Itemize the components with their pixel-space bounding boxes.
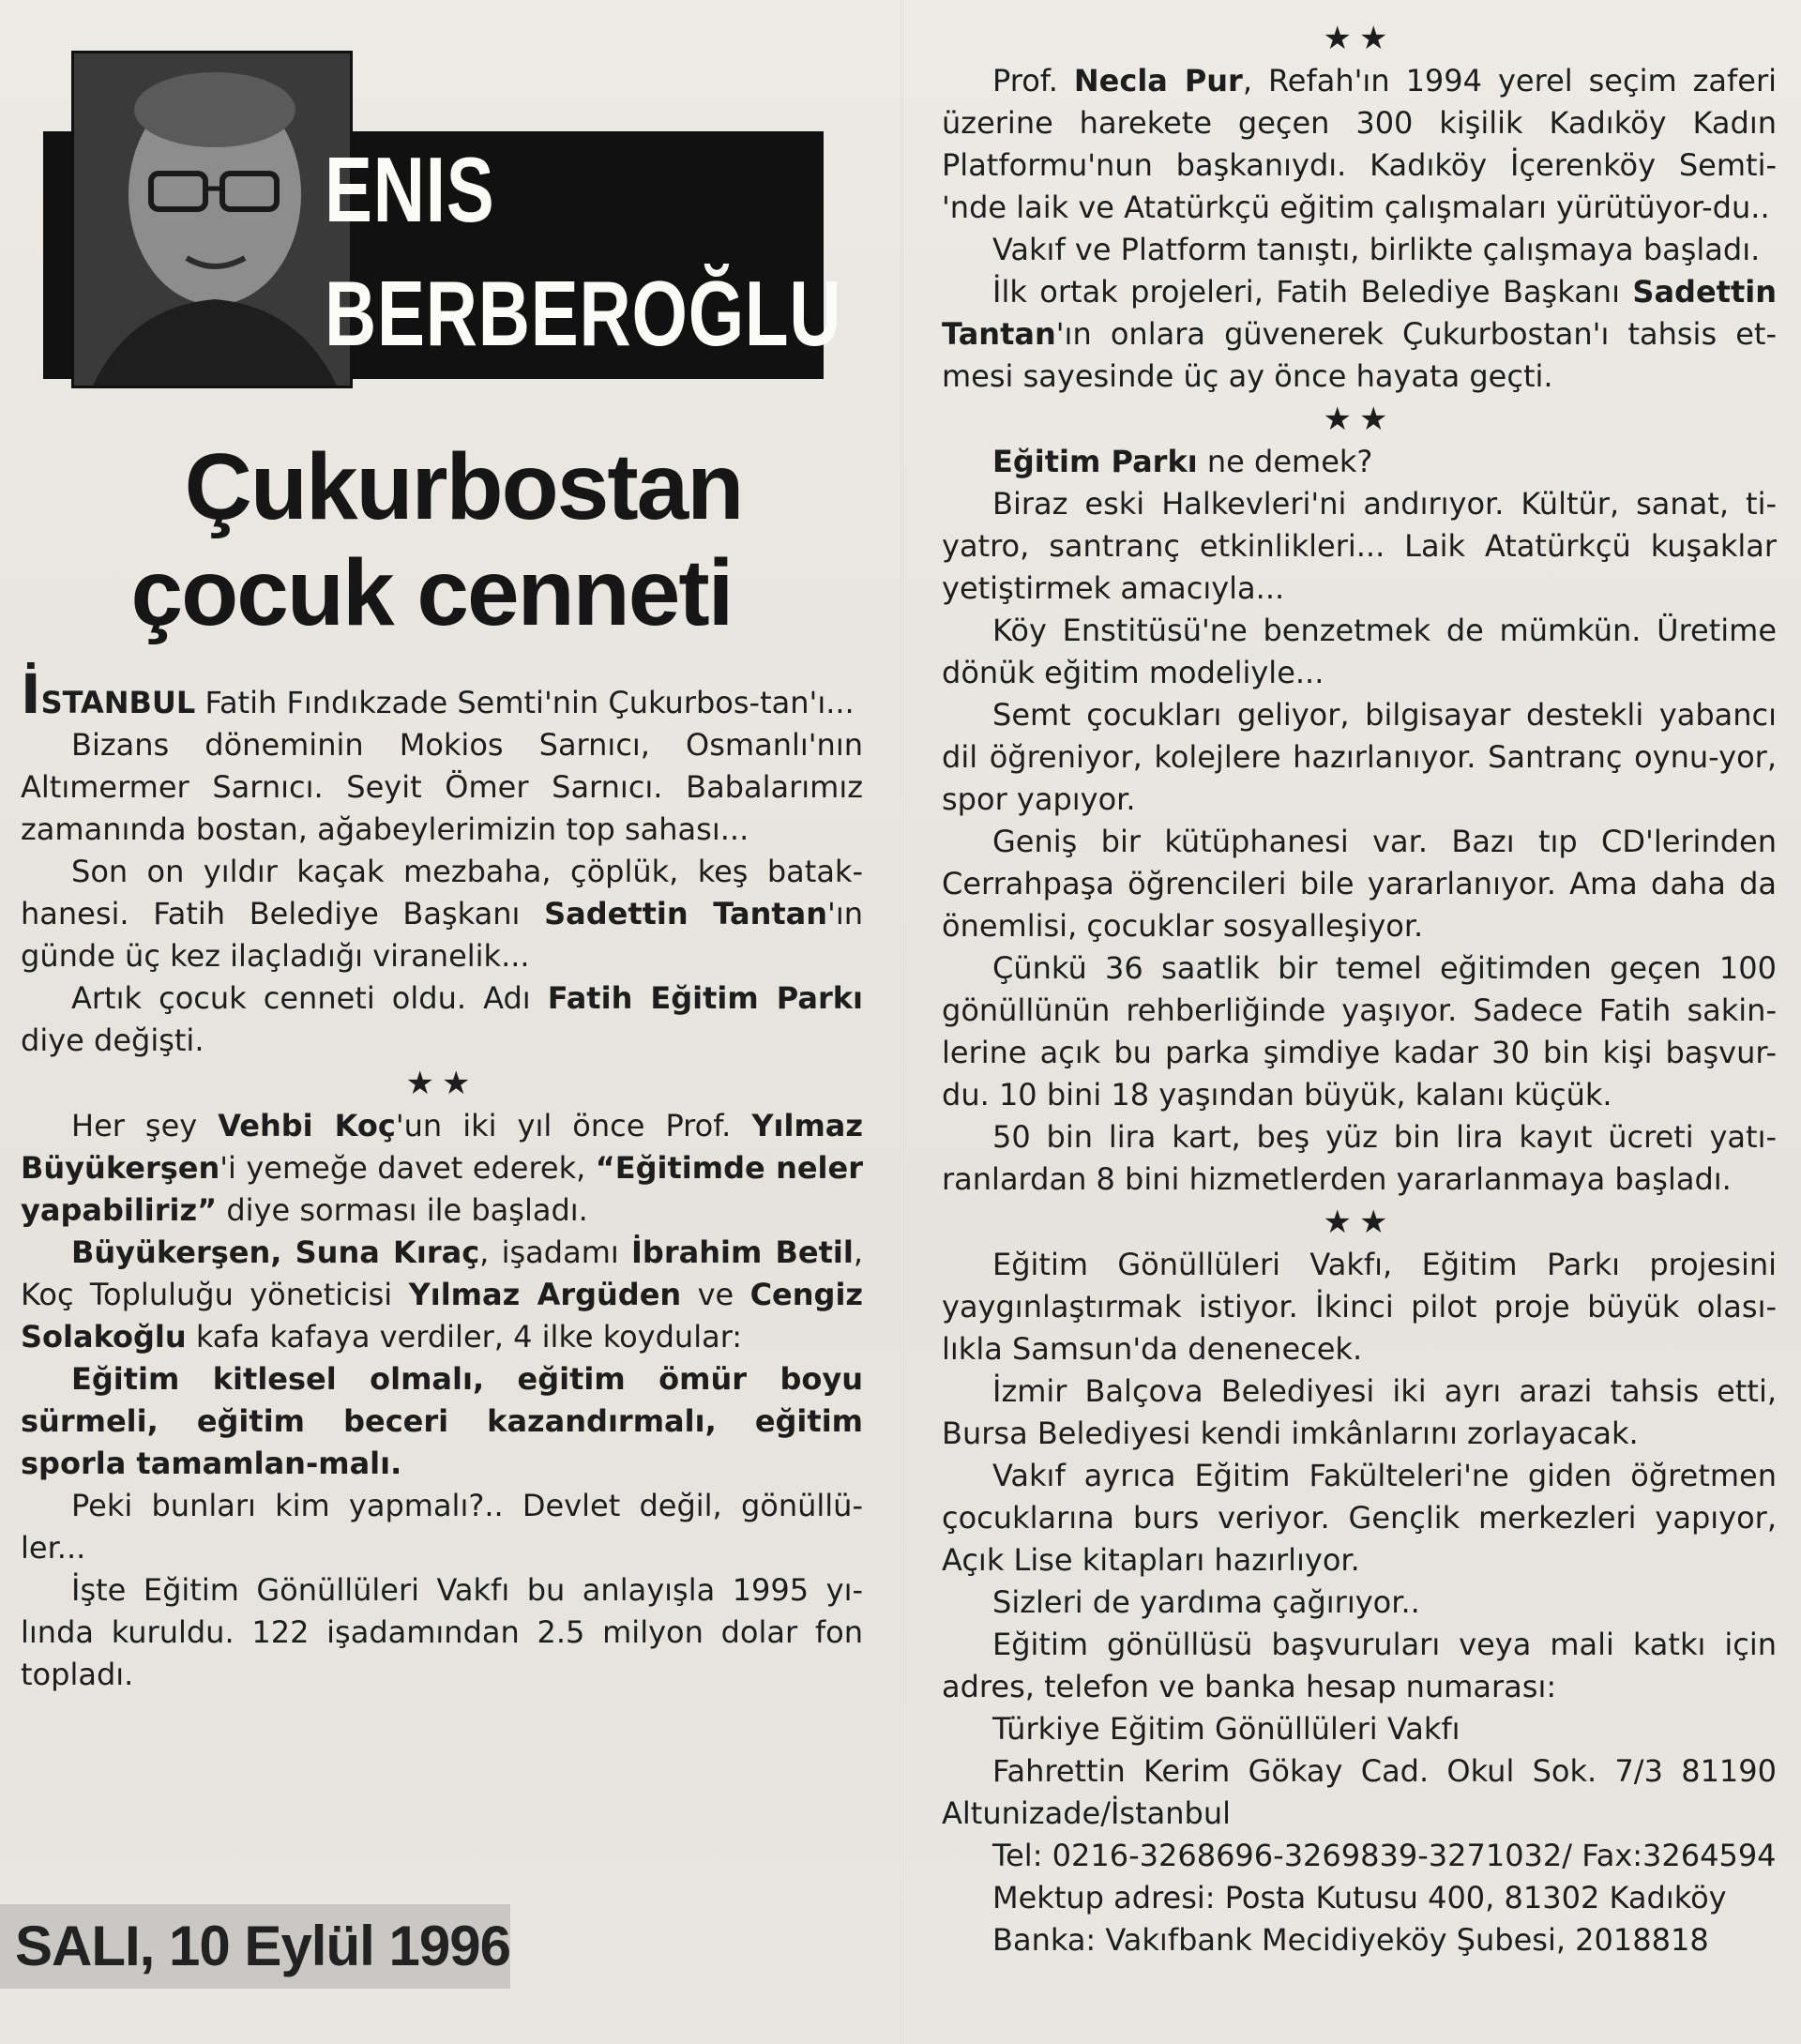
dateline: SALI, 10 Eylül 1996 xyxy=(15,1915,510,1977)
author-last-name: BERBEROĞLU xyxy=(325,262,842,365)
right-paragraph: Türkiye Eğitim Gönüllüleri Vakfı xyxy=(992,1711,1460,1747)
right-paragraph: Sizleri de yardıma çağırıyor.. xyxy=(992,1584,1420,1620)
headline-line-1: Çukurbostan xyxy=(184,434,743,539)
left-paragraph: Son on yıldır kaçak mezbaha, çöplük, keş batak-hanesi. Fatih Belediye Başkanı Sadettin Tantan'ın günde üç kez ilaçladığı viranelik... xyxy=(21,854,864,974)
left-paragraph: Bizans döneminin Mokios Sarnıcı, Osmanlı'nın Altımermer Sarnıcı. Seyit Ömer Sarnıcı. Babalarımız zamanında bostan, ağabeylerimizin top sahası... xyxy=(21,727,863,847)
right-paragraph: 50 bin lira kart, beş yüz bin lira kayıt ücreti yatı-ranlardan 8 bini hizmetlerden yararlanmaya başladı. xyxy=(942,1119,1777,1197)
column-divider xyxy=(900,0,903,2044)
left-paragraph: Artık çocuk cenneti oldu. Adı Fatih Eğitim Parkı diye değişti. xyxy=(21,980,863,1058)
left-paragraph: Büyükerşen, Suna Kıraç, işadamı İbrahim Betil, Koç Topluluğu yöneticisi Yılmaz Argüden ve Cengiz Solakoğlu kafa kafaya verdiler, 4 ilke koydular: xyxy=(21,1234,864,1355)
author-photo xyxy=(71,51,353,388)
section-stars: ★★ xyxy=(1323,401,1396,438)
right-paragraph: Vakıf ayrıca Eğitim Fakülteleri'ne giden öğretmen çocuklarına burs veriyor. Gençlik merkezleri yapıyor, Açık Lise kitapları hazırlıyor. xyxy=(942,1458,1777,1578)
right-column-text xyxy=(942,17,1777,1961)
right-paragraph: Eğitim Parkı ne demek? xyxy=(992,444,1373,479)
section-stars: ★★ xyxy=(1323,20,1396,57)
left-paragraph: Her şey Vehbi Koç'un iki yıl önce Prof. Yılmaz Büyükerşen'i yemeğe davet ederek, “Eğitimde neler yapabiliriz” diye sorması ile başladı. xyxy=(21,1108,864,1228)
author-portrait-icon xyxy=(74,53,350,386)
right-paragraph: İlk ortak projeleri, Fatih Belediye Başkanı Sadettin Tantan'ın onlara güvenerek Çukurbostan'ı tahsis et-mesi sayesinde üç ay önce hayata geçti. xyxy=(942,274,1777,394)
section-stars: ★★ xyxy=(1323,1204,1396,1241)
right-paragraph: Geniş bir kütüphanesi var. Bazı tıp CD'lerinden Cerrahpaşa öğrencileri bile yararlanıyor. Ama daha da önemlisi, çocuklar sosyalleşiyor. xyxy=(942,824,1777,944)
left-column-text xyxy=(21,662,864,1696)
right-paragraph: Köy Enstitüsü'ne benzetmek de mümkün. Üretime dönük eğitim modeliyle... xyxy=(942,613,1777,690)
dateline-box xyxy=(0,1904,510,1989)
right-paragraph: Banka: Vakıfbank Mecidiyeköy Şubesi, 2018818 xyxy=(992,1922,1709,1958)
right-paragraph: Mektup adresi: Posta Kutusu 400, 81302 Kadıköy xyxy=(992,1880,1727,1915)
left-paragraph: Peki bunları kim yapmalı?.. Devlet değil, gönüllü-ler... xyxy=(21,1488,863,1566)
right-paragraph: Eğitim Gönüllüleri Vakfı, Eğitim Parkı projesini yaygınlaştırmak istiyor. İkinci pilot proje büyük olası-lıkla Samsun'da denenecek. xyxy=(942,1247,1777,1367)
section-stars: ★★ xyxy=(405,1065,478,1102)
left-paragraph: İSTANBUL Fatih Fındıkzade Semti'nin Çukurbos-tan'ı... xyxy=(21,662,855,726)
right-paragraph: Tel: 0216-3268696-3269839-3271032/ Fax:3264594 xyxy=(992,1838,1777,1873)
headline-line-2: çocuk cenneti xyxy=(130,540,733,645)
right-paragraph: Vakıf ve Platform tanıştı, birlikte çalışmaya başladı. xyxy=(992,232,1761,267)
left-paragraph: Eğitim kitlesel olmalı, eğitim ömür boyu sürmeli, eğitim beceri kazandırmalı, eğitim sporla tamamlan-malı. xyxy=(21,1361,863,1481)
right-paragraph: İzmir Balçova Belediyesi iki ayrı arazi tahsis etti, Bursa Belediyesi kendi imkânlarını zorlayacak. xyxy=(942,1373,1777,1451)
right-paragraph: Çünkü 36 saatlik bir temel eğitimden geçen 100 gönüllünün rehberliğinde yaşıyor. Sadece Fatih sakin-lerine açık bu parka şimdiye kadar 30 bin kişi başvur-du. 10 bini 18 yaşından büyük, kalanı küçük. xyxy=(942,950,1777,1113)
right-paragraph: Prof. Necla Pur, Refah'ın 1994 yerel seçim zaferi üzerine harekete geçen 300 kişilik Kadıköy Kadın Platformu'nun başkanıydı. Kadıköy İçerenköy Semti-'nde laik ve Atatürkçü eğitim çalışmaları yürütüyor-du.. xyxy=(942,63,1778,225)
columnist-header xyxy=(43,51,842,388)
right-paragraph: Eğitim gönüllüsü başvuruları veya mali katkı için adres, telefon ve banka hesap numarası: xyxy=(942,1627,1777,1704)
right-paragraph: Semt çocukları geliyor, bilgisayar destekli yabancı dil öğreniyor, kolejlere hazırlanıyor. Santranç oynu-yor, spor yapıyor. xyxy=(942,697,1777,817)
author-first-name: ENIS xyxy=(325,138,495,241)
left-paragraph: İşte Eğitim Gönüllüleri Vakfı bu anlayışla 1995 yı-lında kuruldu. 122 işadamından 2.5 milyon dolar fon topladı. xyxy=(21,1572,863,1692)
right-paragraph: Fahrettin Kerim Gökay Cad. Okul Sok. 7/3 81190 Altunizade/İstanbul xyxy=(942,1753,1777,1831)
right-paragraph: Biraz eski Halkevleri'ni andırıyor. Kültür, sanat, ti-yatro, santranç etkinlikleri... Laik Atatürkçü kuşaklar yetiştirmek amacıyla... xyxy=(942,486,1777,606)
